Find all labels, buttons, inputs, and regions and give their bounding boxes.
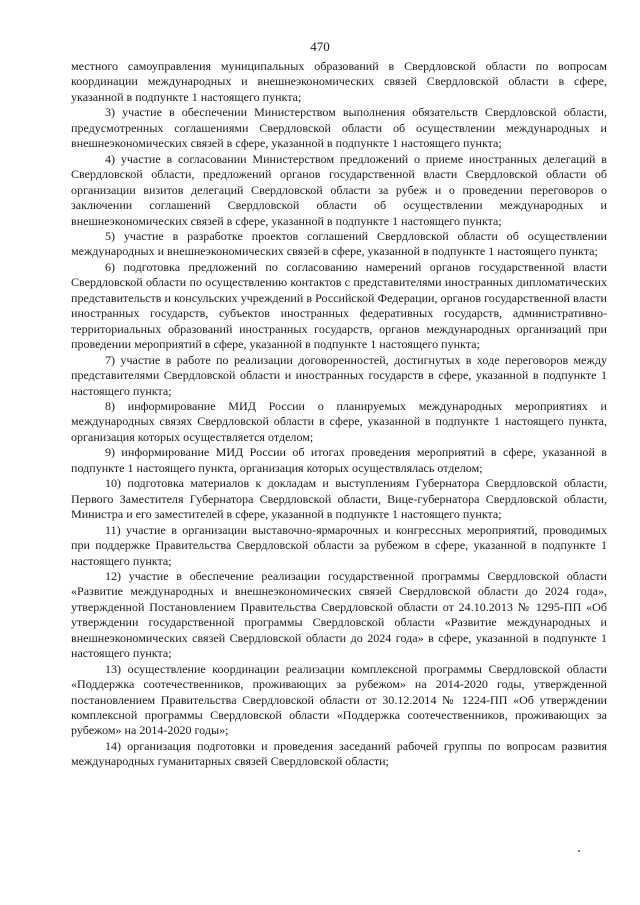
- paragraph-item-12: 12) участие в обеспечение реализации государственной программы Свердловской области «Развитие международных и внешнеэкономических связей Свердловской области до 2024 года», утвержденной Постановлением Правительства Свердловской области от 24.10.2013 № 1295-ПП «Об утверждении государственной программы Свердловской области «Развитие международных и внешнеэкономических связей Свердловской области до 2024 года» в сфере, указанной в подпункте 1 настоящего пункта;: [71, 568, 607, 661]
- paragraph-item-5: 5) участие в разработке проектов соглашений Свердловской области об осуществлении международных и внешнеэкономических связей в сфере, указанной в подпункте 1 настоящего пункта;: [71, 228, 607, 259]
- paragraph-item-4: 4) участие в согласовании Министерством предложений о приеме иностранных делегаций в Свердловской области, предложений органов государственной власти Свердловской области об организации визитов делегаций Свердловской области за рубеж и о проведении переговоров о заключении соглашений Свердловской области об осуществлении международных и внешнеэкономических связей в сфере, указанной в подпункте 1 настоящего пункта;: [71, 151, 607, 228]
- paragraph-item-14: 14) организация подготовки и проведения заседаний рабочей группы по вопросам развития международных гуманитарных связей Свердловской области;: [71, 738, 607, 769]
- paragraph-item-6: 6) подготовка предложений по согласованию намерений органов государственной власти Свердловской области по осуществлению контактов с представителями иностранных дипломатических представительств и консульских учреждений в Российской Федерации, органов государственной власти иностранных государств, субъектов иностранных федеративных государств, административно-территориальных образований иностранных государств, органов международных организаций при проведении мероприятий в сфере, указанной в подпункте 1 настоящего пункта;: [71, 259, 607, 352]
- document-body: [71, 59, 607, 770]
- paragraph-continuation: местного самоуправления муниципальных образований в Свердловской области по вопросам координации международных и внешнеэкономических связей Свердловской области в сфере, указанной в подпункте 1 настоящего пункта;: [71, 59, 607, 104]
- paragraph-item-8: 8) информирование МИД России о планируемых международных мероприятиях и международных связях Свердловской области в сфере, указанной в подпункте 1 настоящего пункта, организация которых осуществляется отделом;: [71, 398, 607, 444]
- paragraph-item-11: 11) участие в организации выставочно-ярмарочных и конгрессных мероприятий, проводимых при поддержке Правительства Свердловской области за рубежом в сфере, указанной в подпункте 1 настоящего пункта;: [71, 522, 607, 568]
- paragraph-item-3: 3) участие в обеспечении Министерством выполнения обязательств Свердловской области, предусмотренных соглашениями Свердловской области об осуществлении международных и внешнеэкономических связей в сфере, указанной в подпункте 1 настоящего пункта;: [71, 105, 607, 151]
- paragraph-item-13: 13) осуществление координации реализации комплексной программы Свердловской области «Поддержка соотечественников, проживающих за рубежом» на 2014-2020 годы, утвержденной постановлением Правительства Свердловской области от 30.12.2014 № 1224-ПП «Об утверждении комплексной программы Свердловской области «Поддержка соотечественников, проживающих за рубежом» на 2014-2020 годы»;: [71, 661, 607, 738]
- paragraph-item-10: 10) подготовка материалов к докладам и выступлениям Губернатора Свердловской области, Первого Заместителя Губернатора Свердловской области, Вице-губернатора Свердловской области, Министра и его заместителей в сфере, указанной в подпункте 1 настоящего пункта;: [71, 476, 607, 522]
- paragraph-item-9: 9) информирование МИД России об итогах проведения мероприятий в сфере, указанной в подпункте 1 настоящего пункта, организация которых осуществлялась отделом;: [71, 445, 607, 475]
- paragraph-item-7: 7) участие в работе по реализации договоренностей, достигнутых в ходе переговоров между представителями Свердловской области и иностранных государств в сфере, указанной в подпункте 1 настоящего пункта;: [71, 352, 607, 398]
- scan-speck: [578, 850, 580, 852]
- page-number: 470: [310, 39, 330, 54]
